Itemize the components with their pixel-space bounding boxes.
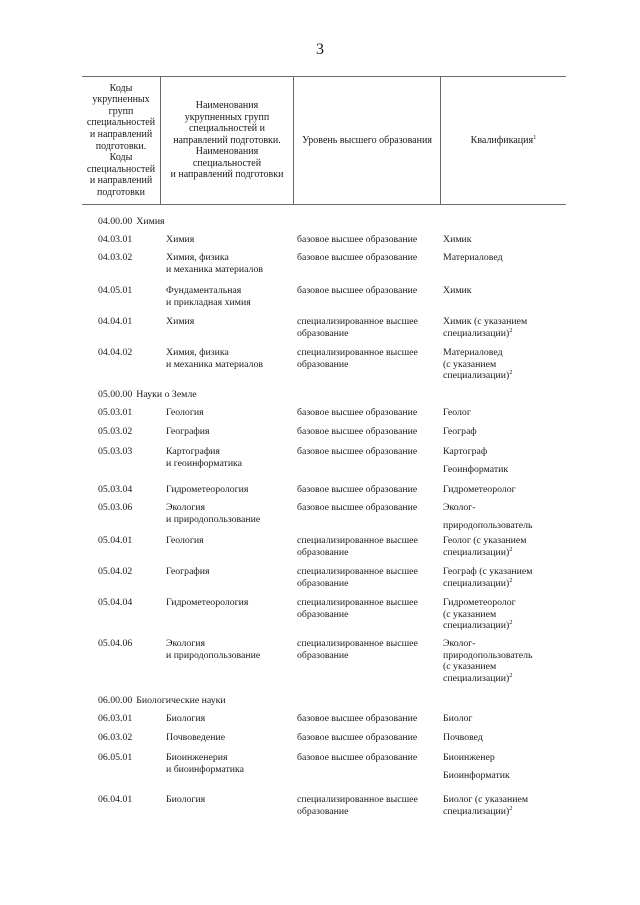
row-code: 06.03.01 [98, 713, 133, 724]
cell-line: специализированное высшее [297, 597, 418, 608]
cell-line: образование [297, 577, 349, 589]
row-level [297, 484, 417, 496]
cell-line: Химия [166, 234, 195, 245]
cell-line: специализированное высшее [297, 535, 418, 546]
cell-line: Химия, физика [166, 252, 229, 263]
row-code: 05.04.02 [98, 566, 133, 577]
cell-line: Геолог (с указанием [443, 535, 527, 546]
footnote-marker: 2 [509, 326, 513, 334]
cell-line: базовое высшее образование [297, 752, 418, 763]
cell-line: Географ [443, 426, 477, 437]
cell-line: и природопользование [166, 513, 261, 525]
cell-line: природопользователь [443, 519, 533, 531]
cell-line: Гидрометеоролог [443, 597, 516, 608]
cell-line: специализированное высшее [297, 316, 418, 327]
cell-line: Гидрометеорология [166, 484, 249, 495]
page-number: 3 [316, 41, 324, 58]
cell-line: базовое высшее образование [297, 252, 418, 263]
row-level [297, 713, 417, 725]
row-name [166, 347, 263, 370]
row-level [297, 234, 417, 246]
cell-line: и биоинформатика [166, 763, 245, 775]
row-code: 05.04.04 [98, 597, 133, 608]
cell-line: География [166, 566, 210, 577]
row-qualification [443, 794, 528, 817]
cell-line: Фундаментальная [166, 285, 242, 296]
footnote-marker: 2 [509, 804, 513, 812]
row-name [166, 234, 194, 246]
row-code: 06.03.02 [98, 732, 133, 743]
header-level: Уровень высшего образования [302, 134, 432, 146]
cell-line: образование [297, 649, 349, 661]
cell-line: (с указанием [443, 661, 497, 672]
header-names [161, 77, 293, 204]
cell-line: Биоинформатик [443, 769, 510, 781]
group-code: 05.00.00 [98, 389, 133, 400]
cell-line: Экология [166, 502, 206, 513]
row-name [166, 426, 210, 438]
row-qualification [443, 426, 477, 438]
footnote-marker: 2 [509, 671, 513, 679]
cell-line: География [166, 426, 210, 437]
cell-line: Биолог (с указанием [443, 794, 529, 805]
cell-line: Материаловед [443, 347, 503, 358]
row-qualification [443, 713, 472, 725]
cell-line: базовое высшее образование [297, 484, 418, 495]
footnote-marker: 2 [509, 369, 513, 376]
row-name [166, 794, 205, 806]
row-name [166, 484, 248, 496]
row-level [297, 502, 417, 514]
row-level [297, 446, 417, 458]
group-name: Науки о Земле [136, 389, 197, 400]
row-name [166, 316, 194, 328]
footnote-marker: 2 [509, 576, 513, 584]
row-name [166, 407, 204, 419]
group-heading [98, 695, 226, 707]
cell-line: специализации)$^2$ [443, 369, 513, 381]
row-level [297, 316, 418, 339]
cell-line: Биоинженер [443, 752, 495, 763]
cell-line: образование [297, 327, 349, 339]
header-names-text: Наименования укрупненных групп специальностей и направлений подготовки. Наименования специальностей и направлений подготовки [170, 99, 284, 181]
cell-line: специализированное высшее [297, 347, 418, 358]
row-qualification [443, 638, 532, 684]
cell-line: специализации)$^2$ [443, 576, 513, 589]
row-name [166, 566, 210, 578]
row-qualification [443, 597, 516, 632]
cell-line: и механика материалов [166, 358, 263, 370]
cell-line: Эколог- [443, 502, 476, 513]
cell-line: базовое высшее образование [297, 285, 418, 296]
row-code: 05.04.06 [98, 638, 133, 649]
row-level [297, 426, 417, 438]
row-code: 05.04.01 [98, 535, 133, 546]
row-code: 05.03.06 [98, 502, 133, 513]
row-level [297, 285, 417, 297]
cell-line: специализации)$^2$ [443, 671, 513, 684]
cell-line: Химия [166, 316, 195, 327]
row-code: 04.05.01 [98, 285, 133, 296]
cell-line: базовое высшее образование [297, 732, 418, 743]
footnote-marker: 2 [509, 619, 513, 626]
row-code: 04.04.01 [98, 316, 133, 327]
cell-line: и механика материалов [166, 263, 263, 275]
row-code: 04.04.02 [98, 347, 133, 358]
cell-line: базовое высшее образование [297, 234, 418, 245]
cell-line: базовое высшее образование [297, 446, 418, 457]
cell-line: Эколог- [443, 638, 476, 649]
row-code: 04.03.01 [98, 234, 133, 245]
cell-line: Химия, физика [166, 347, 229, 358]
cell-line: Геология [166, 535, 204, 546]
cell-line: и прикладная химия [166, 296, 251, 308]
cell-line: Биолог [443, 713, 473, 724]
row-qualification [443, 316, 527, 339]
row-name [166, 713, 205, 725]
row-level [297, 732, 417, 744]
group-code: 04.00.00 [98, 216, 133, 227]
row-level [297, 597, 418, 620]
row-name [166, 597, 248, 609]
row-level [297, 407, 417, 419]
cell-line: Биоинженерия [166, 752, 228, 763]
header-codes [82, 77, 160, 204]
cell-line: Биология [166, 713, 206, 724]
row-code: 06.05.01 [98, 752, 133, 763]
cell-line: Почвоведение [166, 732, 226, 743]
row-name [166, 502, 260, 525]
row-level [297, 535, 418, 558]
header-qualification: Квалификация$^1$ [470, 133, 537, 146]
row-qualification [443, 407, 471, 419]
row-level [297, 252, 417, 264]
row-level [297, 566, 418, 589]
row-qualification [443, 566, 532, 589]
cell-line: Химик [443, 234, 472, 245]
row-qualification [443, 752, 510, 781]
cell-line: образование [297, 805, 349, 817]
cell-line: специализированное высшее [297, 566, 418, 577]
row-code: 04.03.02 [98, 252, 133, 263]
footnote-marker: 2 [509, 545, 513, 553]
header-codes-text: Коды укрупненных групп специальностей и направлений подготовки. Коды специальностей и направлений подготовки [86, 82, 156, 198]
row-name [166, 732, 225, 744]
cell-line: образование [297, 358, 349, 370]
row-level [297, 347, 418, 370]
group-name: Химия [136, 216, 165, 227]
row-name [166, 638, 260, 661]
row-qualification [443, 252, 503, 264]
cell-line: (с указанием [443, 358, 497, 370]
cell-line: базовое высшее образование [297, 713, 418, 724]
group-heading [98, 216, 165, 228]
cell-line: специализированное высшее [297, 638, 418, 649]
group-name: Биологические науки [136, 695, 226, 706]
cell-line: Картография [166, 446, 220, 457]
cell-line: Гидрометеоролог [443, 484, 516, 495]
row-qualification [443, 446, 508, 475]
row-qualification [443, 234, 472, 246]
row-qualification [443, 347, 512, 382]
row-code: 05.03.04 [98, 484, 133, 495]
header-bottom-rule [82, 204, 566, 205]
row-level [297, 752, 417, 764]
row-code: 05.03.01 [98, 407, 133, 418]
cell-line: специализации)$^2$ [443, 326, 513, 339]
cell-line: Почвовед [443, 732, 483, 743]
cell-line: и геоинформатика [166, 457, 243, 469]
row-name [166, 252, 263, 275]
row-qualification [443, 484, 516, 496]
row-code: 05.03.02 [98, 426, 133, 437]
row-name [166, 752, 244, 775]
cell-line: и природопользование [166, 649, 261, 661]
cell-line: Геоинформатик [443, 463, 509, 475]
cell-line: природопользователь [443, 649, 533, 661]
cell-line: Химик (с указанием [443, 316, 528, 327]
row-qualification [443, 732, 483, 744]
cell-line: Биология [166, 794, 206, 805]
cell-line: специализации)$^2$ [443, 545, 513, 558]
cell-line: Географ (с указанием [443, 566, 533, 577]
cell-line: образование [297, 546, 349, 558]
row-code: 06.04.01 [98, 794, 133, 805]
cell-line: Гидрометеорология [166, 597, 249, 608]
group-heading [98, 389, 197, 401]
row-qualification [443, 285, 472, 297]
cell-line: Химик [443, 285, 472, 296]
row-level [297, 794, 418, 817]
row-qualification [443, 502, 532, 531]
row-qualification [443, 535, 526, 558]
cell-line: базовое высшее образование [297, 426, 418, 437]
cell-line: Геолог [443, 407, 471, 418]
row-name [166, 446, 242, 469]
row-name [166, 535, 204, 547]
cell-line: специализации)$^2$ [443, 619, 513, 631]
cell-line: Картограф [443, 446, 488, 457]
cell-line: специализированное высшее [297, 794, 418, 805]
cell-line: специализации)$^2$ [443, 804, 513, 817]
cell-line: Геология [166, 407, 204, 418]
cell-line: (с указанием [443, 608, 497, 620]
row-level [297, 638, 418, 661]
cell-line: базовое высшее образование [297, 407, 418, 418]
cell-line: образование [297, 608, 349, 620]
cell-line: Материаловед [443, 252, 503, 263]
cell-line: Экология [166, 638, 206, 649]
group-code: 06.00.00 [98, 695, 133, 706]
row-code: 05.03.03 [98, 446, 133, 457]
row-name [166, 285, 251, 308]
cell-line: базовое высшее образование [297, 502, 418, 513]
